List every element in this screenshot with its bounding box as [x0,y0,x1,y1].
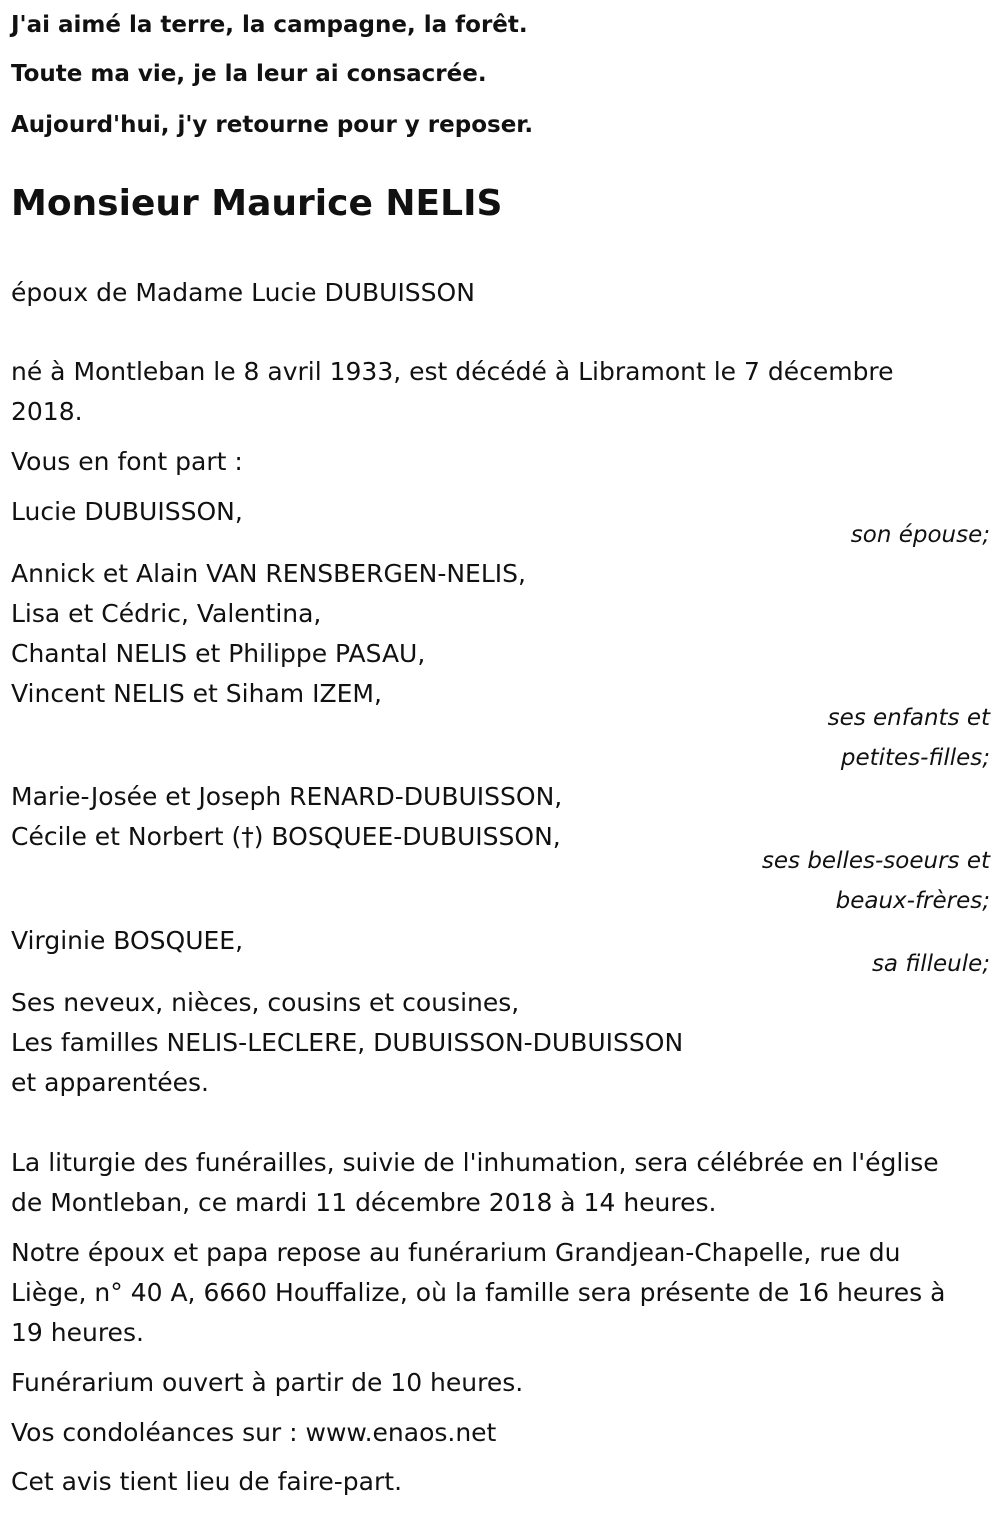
family-name-line: Annick et Alain VAN RENSBERGEN-NELIS, [11,559,526,588]
condolences-line: Vos condoléances sur : www.enaos.net [11,1418,497,1447]
family-relation: petites-filles; [840,745,990,771]
birth-death-line-2: 2018. [11,397,83,426]
family-name-line: Vincent NELIS et Siham IZEM, [11,679,382,708]
liturgy-line-1: La liturgie des funérailles, suivie de l'inhumation, sera célébrée en l'église [11,1148,939,1177]
family-name-line: Cécile et Norbert (†) BOSQUEE-DUBUISSON, [11,822,561,851]
family-relation: sa filleule; [871,951,990,977]
extended-family-line: et apparentées. [11,1068,209,1097]
family-relation: ses belles-soeurs et [761,848,990,874]
family-name-line: Lucie DUBUISSON, [11,497,243,526]
extended-family-line: Les familles NELIS-LECLERE, DUBUISSON-DUBUISSON [11,1028,684,1057]
notice-line: Cet avis tient lieu de faire-part. [11,1467,403,1496]
verse-line-1: J'ai aimé la terre, la campagne, la forêt. [11,12,528,38]
funeral-home-line-2: Liège, n° 40 A, 6660 Houffalize, où la famille sera présente de 16 heures à [11,1278,946,1307]
opening-hours-line: Funérarium ouvert à partir de 10 heures. [11,1368,524,1397]
funeral-home-line-3: 19 heures. [11,1318,144,1347]
family-relation: son épouse; [850,522,990,548]
family-relation: ses enfants et [827,705,990,731]
family-name-line: Virginie BOSQUEE, [11,926,244,955]
extended-family-line: Ses neveux, nièces, cousins et cousines, [11,988,520,1017]
verse-line-2: Toute ma vie, je la leur ai consacrée. [11,61,487,87]
announce-line: Vous en font part : [11,447,243,476]
family-name-line: Chantal NELIS et Philippe PASAU, [11,639,426,668]
deceased-name-title: Monsieur Maurice NELIS [11,183,503,224]
family-relation: beaux-frères; [835,888,990,914]
family-name-line: Marie-Josée et Joseph RENARD-DUBUISSON, [11,782,563,811]
verse-line-3: Aujourd'hui, j'y retourne pour y reposer. [11,112,534,138]
birth-death-line-1: né à Montleban le 8 avril 1933, est décédé à Libramont le 7 décembre [11,357,894,386]
liturgy-line-2: de Montleban, ce mardi 11 décembre 2018 à 14 heures. [11,1188,717,1217]
funeral-home-line-1: Notre époux et papa repose au funérarium Grandjean-Chapelle, rue du [11,1238,901,1267]
spouse-line: époux de Madame Lucie DUBUISSON [11,278,475,307]
family-name-line: Lisa et Cédric, Valentina, [11,599,322,628]
